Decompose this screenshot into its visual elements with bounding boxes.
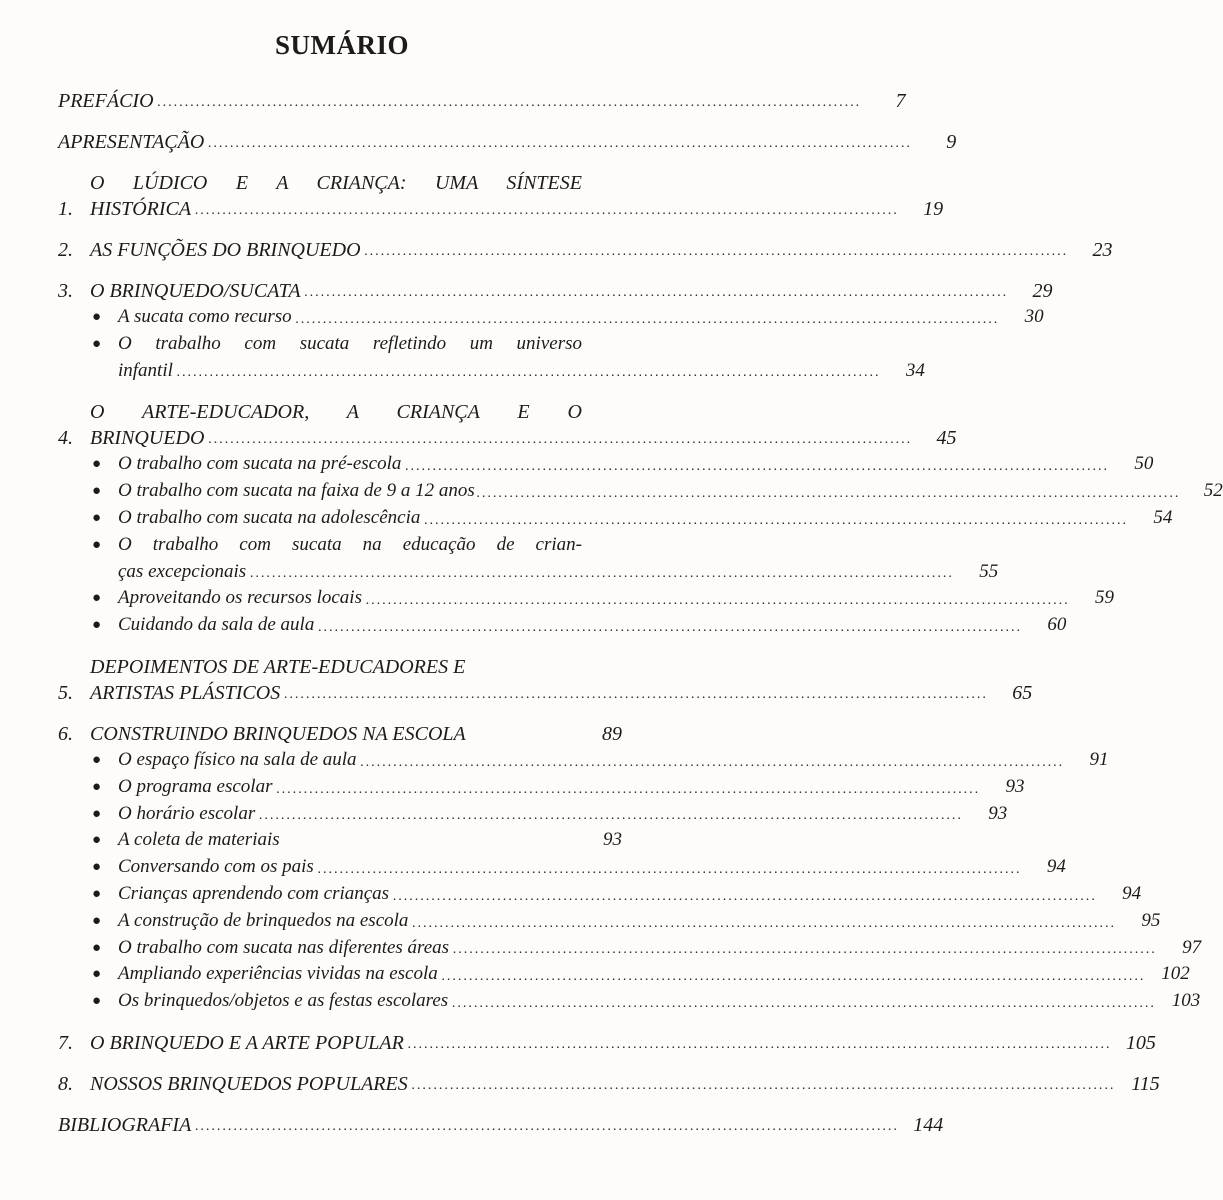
subentry-title-line-2: ças excepcionais	[118, 560, 247, 582]
page-number: 115	[1131, 1072, 1160, 1095]
bullet-icon: ●	[92, 885, 102, 902]
dot-leader: ................................................................................................................................	[453, 942, 1158, 958]
dot-leader: ................................................................................................................................	[295, 311, 1000, 327]
chapter-number: 4.	[58, 427, 73, 450]
subentry-title: O horário escolar	[118, 802, 256, 824]
bullet-icon: ●	[92, 939, 102, 956]
dot-leader: ................................................................................................................................	[157, 95, 862, 110]
toc-entry-chapter-2[interactable]	[58, 237, 1113, 263]
dot-leader: ................................................................................................................................	[411, 1077, 1116, 1093]
toc-subentry[interactable]	[58, 774, 1025, 801]
bullet-icon: ●	[92, 912, 102, 929]
dot-leader: ................................................................................................................................	[360, 754, 1065, 770]
toc-subentry[interactable]	[58, 961, 1190, 988]
toc-entry-chapter-1[interactable]	[58, 170, 944, 222]
chapter-number: 7.	[58, 1031, 73, 1054]
dot-leader: ................................................................................................................................	[393, 888, 1098, 904]
bullet-icon: ●	[92, 805, 102, 822]
subentry-title-line-1: O trabalho com sucata refletindo um universo	[118, 332, 582, 354]
toc-subentry[interactable]	[58, 304, 1044, 331]
subentry-title: A coleta de materiais	[118, 829, 280, 851]
dot-leader: ................................................................................................................................	[476, 485, 1181, 501]
toc-entry-chapter-5[interactable]	[58, 654, 1033, 706]
dot-leader: ................................................................................................................................	[364, 244, 1069, 259]
subentry-title: Ampliando experiências vividas na escola	[118, 963, 438, 985]
toc-entry-chapter-6[interactable]	[58, 721, 622, 747]
subentry-title: O trabalho com sucata nas diferentes áreas	[118, 936, 450, 958]
bullet-icon: ●	[92, 617, 102, 634]
entry-title: APRESENTAÇÃO	[58, 131, 205, 153]
subentry-title: Cuidando da sala de aula	[118, 614, 315, 636]
toc-entry-chapter-3[interactable]	[58, 278, 1053, 304]
dot-leader: ................................................................................................................................	[405, 459, 1110, 475]
dot-leader: ................................................................................................................................	[366, 593, 1070, 609]
dot-leader: ................................................................................................................................	[317, 861, 1022, 877]
subentry-title: O espaço físico na sala de aula	[118, 748, 357, 770]
dot-leader: ................................................................................................................................	[407, 1036, 1112, 1052]
dot-leader: ................................................................................................................................	[304, 285, 1009, 300]
dot-leader: ................................................................................................................................	[284, 686, 989, 702]
bullet-icon: ●	[92, 859, 102, 876]
page-number: 45	[936, 427, 957, 450]
toc-subentry[interactable]	[58, 881, 1142, 908]
page-number: 23	[1092, 239, 1113, 261]
subentry-title: A construção de brinquedos na escola	[118, 909, 409, 931]
page-number: 103	[1171, 990, 1201, 1012]
bullet-icon: ●	[92, 456, 102, 473]
page-number: 144	[913, 1113, 944, 1136]
toc-subentry[interactable]	[58, 478, 1223, 505]
dot-leader: ................................................................................................................................	[412, 915, 1117, 931]
page-number: 93	[603, 829, 622, 851]
subentry-title: O trabalho com sucata na adolescência	[118, 506, 421, 528]
toc-entry-chapter-8[interactable]	[58, 1071, 1160, 1097]
bullet-icon: ●	[92, 966, 102, 983]
subentry-title: Os brinquedos/objetos e as festas escolares	[118, 990, 449, 1012]
subentry-title: O trabalho com sucata na faixa de 9 a 12 anos	[118, 480, 475, 502]
page-number: 94	[1122, 882, 1142, 904]
toc-subentry[interactable]	[58, 505, 1173, 532]
bullet-icon: ●	[92, 509, 102, 526]
page-number: 89	[602, 722, 622, 745]
page-number: 95	[1141, 909, 1161, 931]
chapter-number: 6.	[58, 722, 73, 745]
toc-subentry[interactable]	[58, 747, 1109, 774]
toc-subentry[interactable]	[58, 908, 1161, 935]
entry-title: O BRINQUEDO/SUCATA	[90, 280, 301, 302]
bullet-icon: ●	[92, 536, 102, 553]
subentry-title: Conversando com os pais	[118, 856, 314, 878]
subentry-title-line-2: infantil	[118, 359, 173, 381]
page-number: 55	[979, 560, 999, 582]
bullet-icon: ●	[92, 993, 102, 1010]
toc-entry-prefacio[interactable]	[58, 88, 906, 114]
subentry-title: Crianças aprendendo com crianças	[118, 882, 390, 904]
page-number: 91	[1089, 748, 1109, 770]
page-number: 34	[905, 359, 925, 381]
dot-leader: ................................................................................................................................	[452, 995, 1157, 1011]
bullet-icon: ●	[92, 778, 102, 795]
entry-title-line-1: DEPOIMENTOS DE ARTE-EDUCADORES E	[90, 655, 466, 678]
toc-entry-chapter-4[interactable]	[58, 399, 957, 451]
page-number: 102	[1161, 963, 1190, 985]
entry-title: O BRINQUEDO E A ARTE POPULAR	[90, 1031, 404, 1054]
chapter-number: 5.	[58, 681, 73, 704]
toc-entry-bibliografia[interactable]	[58, 1112, 944, 1138]
toc-entry-apresentacao[interactable]	[58, 129, 957, 155]
dot-leader: ................................................................................................................................	[195, 203, 900, 218]
entry-title-line-2: HISTÓRICA	[90, 198, 192, 220]
dot-leader: ................................................................................................................................	[318, 619, 1023, 635]
chapter-number: 3.	[58, 280, 73, 302]
page-number: 9	[946, 131, 957, 153]
bullet-icon: ●	[92, 335, 102, 352]
bullet-icon: ●	[92, 309, 102, 325]
page-number: 54	[1153, 506, 1173, 528]
dot-leader: ................................................................................................................................	[424, 512, 1129, 528]
toc-subentry[interactable]	[58, 935, 1202, 962]
entry-title: BIBLIOGRAFIA	[58, 1113, 192, 1136]
toc-subentry[interactable]	[58, 451, 1154, 478]
page-number: 60	[1047, 614, 1067, 636]
toc-subentry[interactable]	[58, 988, 1201, 1015]
entry-title-line-1: O LÚDICO E A CRIANÇA: UMA SÍNTESE	[90, 172, 582, 194]
entry-title: CONSTRUINDO BRINQUEDOS NA ESCOLA	[90, 722, 466, 745]
dot-leader: ................................................................................................................................	[208, 432, 913, 448]
page-number: 93	[988, 802, 1008, 824]
dot-leader: ................................................................................................................................	[208, 136, 913, 151]
toc-subentry[interactable]	[58, 827, 622, 854]
page-number: 7	[895, 90, 906, 112]
subentry-title: A sucata como recurso	[118, 306, 292, 327]
subentry-title: Aproveitando os recursos locais	[118, 587, 362, 609]
toc-subentry[interactable]	[58, 585, 1114, 612]
page-number: 30	[1024, 306, 1044, 327]
chapter-number: 2.	[58, 239, 73, 261]
entry-title: AS FUNÇÕES DO BRINQUEDO	[90, 239, 361, 261]
page-number: 105	[1125, 1031, 1156, 1054]
toc-subentry[interactable]	[58, 532, 999, 586]
entry-title: PREFÁCIO	[58, 90, 154, 112]
page-number: 52	[1203, 480, 1223, 502]
toc-subentry[interactable]	[58, 801, 1008, 828]
page-title: SUMÁRIO	[274, 30, 409, 60]
toc-entry-chapter-7[interactable]	[58, 1030, 1156, 1056]
page-number: 29	[1032, 280, 1053, 302]
bullet-icon: ●	[92, 832, 102, 849]
dot-leader: ................................................................................................................................	[195, 1118, 900, 1134]
dot-leader: ................................................................................................................................	[441, 969, 1146, 985]
entry-title-line-2: ARTISTAS PLÁSTICOS	[90, 681, 281, 704]
toc-subentry[interactable]	[58, 612, 1067, 639]
subentry-title-line-1: O trabalho com sucata na educação de crian-	[118, 533, 582, 555]
bullet-icon: ●	[92, 483, 102, 500]
dot-leader: ................................................................................................................................	[176, 365, 881, 381]
page-number: 93	[1005, 775, 1025, 797]
entry-title: NOSSOS BRINQUEDOS POPULARES	[90, 1072, 408, 1095]
dot-leader: ................................................................................................................................	[276, 781, 981, 797]
entry-title-line-2: BRINQUEDO	[90, 427, 205, 450]
page-number: 59	[1095, 587, 1114, 609]
toc-subentry[interactable]	[58, 854, 1066, 881]
page-number: 50	[1134, 453, 1154, 475]
dot-leader: ................................................................................................................................	[259, 808, 964, 824]
page-number: 19	[923, 198, 944, 220]
page-number: 94	[1046, 856, 1066, 878]
chapter-number: 1.	[58, 198, 73, 220]
toc-subentry[interactable]	[58, 331, 925, 385]
entry-title-line-1: O ARTE-EDUCADOR, A CRIANÇA E O	[90, 401, 582, 424]
bullet-icon: ●	[92, 590, 102, 607]
subentry-title: O trabalho com sucata na pré-escola	[118, 453, 402, 475]
page-number: 65	[1012, 681, 1033, 704]
chapter-number: 8.	[58, 1072, 73, 1095]
toc-list	[58, 88, 1223, 1138]
dot-leader: ................................................................................................................................	[250, 566, 955, 582]
page-number: 97	[1182, 936, 1202, 958]
bullet-icon: ●	[92, 751, 102, 768]
subentry-title: O programa escolar	[118, 775, 273, 797]
